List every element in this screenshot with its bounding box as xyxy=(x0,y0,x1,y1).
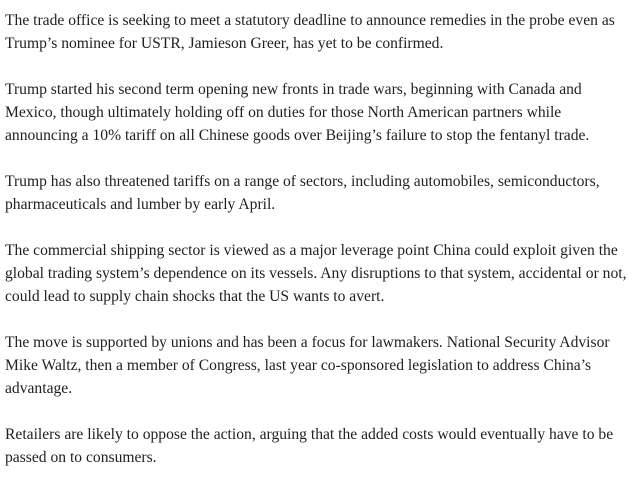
paragraph-line: could lead to supply chain shocks that the US wants to avert. xyxy=(5,288,385,305)
paragraph-line: advantage. xyxy=(5,380,73,397)
paragraph-line: Trump started his second term opening new fronts in trade wars, beginning with Canada and xyxy=(5,81,582,98)
paragraph-line: The commercial shipping sector is viewed as a major leverage point China could exploit given the xyxy=(5,242,618,259)
paragraph-sector-tariffs xyxy=(5,170,640,216)
paragraph-line: The move is supported by unions and has been a focus for lawmakers. National Security Advisor xyxy=(5,334,610,351)
paragraph-trade-wars xyxy=(5,78,640,147)
paragraph-line: Trump has also threatened tariffs on a range of sectors, including automobiles, semiconductors, xyxy=(5,173,600,190)
paragraph-retailers xyxy=(5,423,640,469)
paragraph-line: Mike Waltz, then a member of Congress, last year co-sponsored legislation to address China’s xyxy=(5,357,592,374)
paragraph-unions-lawmakers xyxy=(5,331,640,400)
paragraph-line: Trump’s nominee for USTR, Jamieson Greer, has yet to be confirmed. xyxy=(5,35,444,52)
paragraph-line: Retailers are likely to oppose the action, arguing that the added costs would eventually have to be xyxy=(5,426,614,443)
paragraph-deadline xyxy=(5,9,640,55)
paragraph-line: global trading system’s dependence on its vessels. Any disruptions to that system, accidental or not, xyxy=(5,265,627,282)
paragraph-shipping xyxy=(5,239,640,308)
paragraph-line: pharmaceuticals and lumber by early April. xyxy=(5,196,276,213)
paragraph-line: announcing a 10% tariff on all Chinese goods over Beijing’s failure to stop the fentanyl trade. xyxy=(5,127,590,144)
paragraph-line: Mexico, though ultimately holding off on duties for those North American partners while xyxy=(5,104,562,121)
paragraph-line: The trade office is seeking to meet a statutory deadline to announce remedies in the probe even as xyxy=(5,12,615,29)
paragraph-line: passed on to consumers. xyxy=(5,449,157,466)
